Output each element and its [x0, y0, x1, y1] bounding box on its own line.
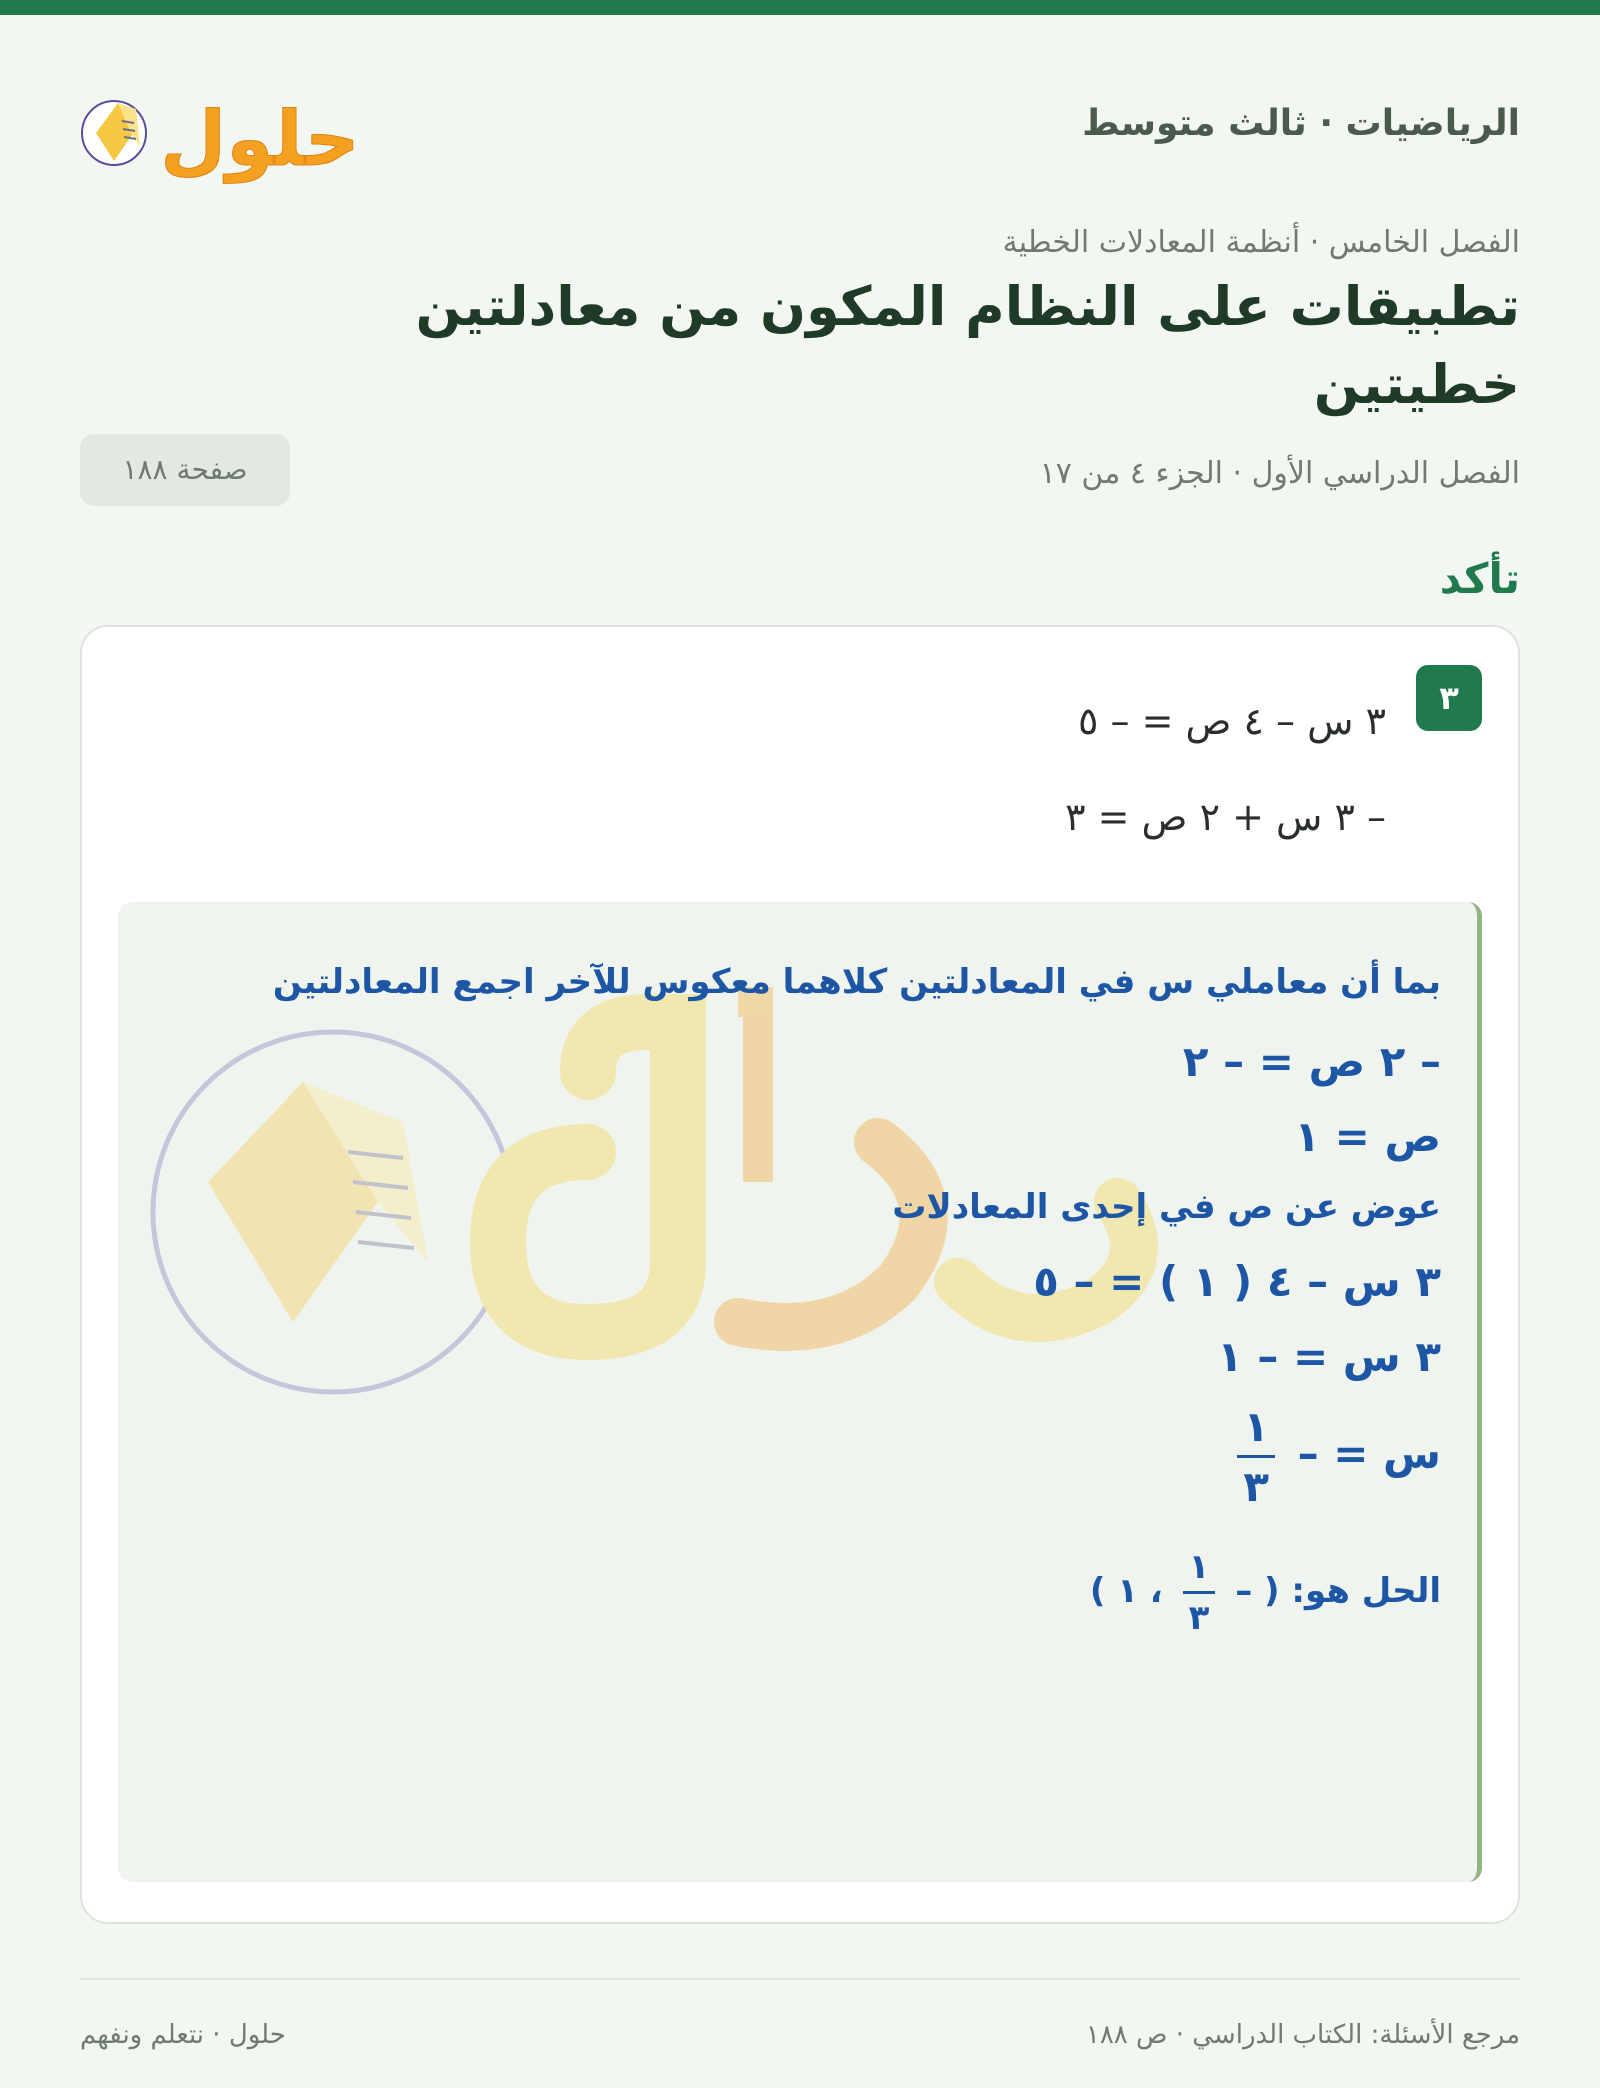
solution-step-4: ٣ س = – ١ — [1217, 1332, 1441, 1381]
page-title: تطبيقات على النظام المكون من معادلتين خطيتين — [415, 275, 1520, 416]
hulul-logo[interactable] — [80, 63, 370, 203]
question-card — [80, 625, 1520, 1924]
section-heading: تأكد — [1439, 554, 1520, 603]
answer-label: الحل هو: ( – — [1235, 1571, 1441, 1611]
term-info: الفصل الدراسي الأول · الجزء ٤ من ١٧ — [1039, 456, 1520, 491]
question-equation-1: ٣ س – ٤ ص = – ٥ — [1078, 699, 1386, 743]
footer-brand[interactable]: حلول · نتعلم ونفهم — [80, 2020, 286, 2050]
fraction-numerator: ١ — [1237, 1402, 1275, 1458]
logo-wordmark: حلول — [160, 94, 360, 183]
answer-suffix: ، ١ ) — [1089, 1571, 1163, 1611]
question-number-badge: ٣ — [1416, 665, 1482, 731]
answer-numerator: ١ — [1183, 1547, 1216, 1594]
page-header — [80, 15, 1520, 225]
breadcrumb: الفصل الخامس · أنظمة المعادلات الخطية — [1002, 225, 1520, 260]
solution-answer — [1090, 1547, 1441, 1638]
step5-prefix: س = – — [1297, 1429, 1441, 1478]
solution-step-1: – ٢ ص = – ٢ — [1182, 1037, 1441, 1086]
question-equation-2: – ٣ س + ٢ ص = ٣ — [1065, 795, 1386, 839]
page-badge: صفحة ١٨٨ — [80, 434, 290, 506]
solution-box — [118, 902, 1482, 1882]
footer-reference: مرجع الأسئلة: الكتاب الدراسي · ص ١٨٨ — [1085, 2020, 1520, 2050]
fraction-denominator: ٣ — [1243, 1462, 1269, 1511]
page-footer — [80, 1978, 1520, 2070]
top-accent-bar — [0, 0, 1600, 15]
answer-denominator: ٣ — [1188, 1598, 1210, 1638]
solution-note: عوض عن ص في إحدى المعادلات — [892, 1187, 1441, 1227]
subject-label: الرياضيات · ثالث متوسط — [1082, 103, 1520, 144]
fraction-one-third — [1237, 1402, 1275, 1511]
solution-intro: بما أن معاملي س في المعادلتين كلاهما معكوس للآخر اجمع المعادلتين — [272, 962, 1441, 1002]
solution-step-5 — [1229, 1402, 1441, 1511]
lesson-meta — [80, 434, 1520, 514]
solution-step-3: ٣ س – ٤ ( ١ ) = – ٥ — [1033, 1257, 1441, 1306]
solution-step-2: ص = ١ — [1294, 1112, 1441, 1161]
answer-fraction — [1183, 1547, 1216, 1638]
